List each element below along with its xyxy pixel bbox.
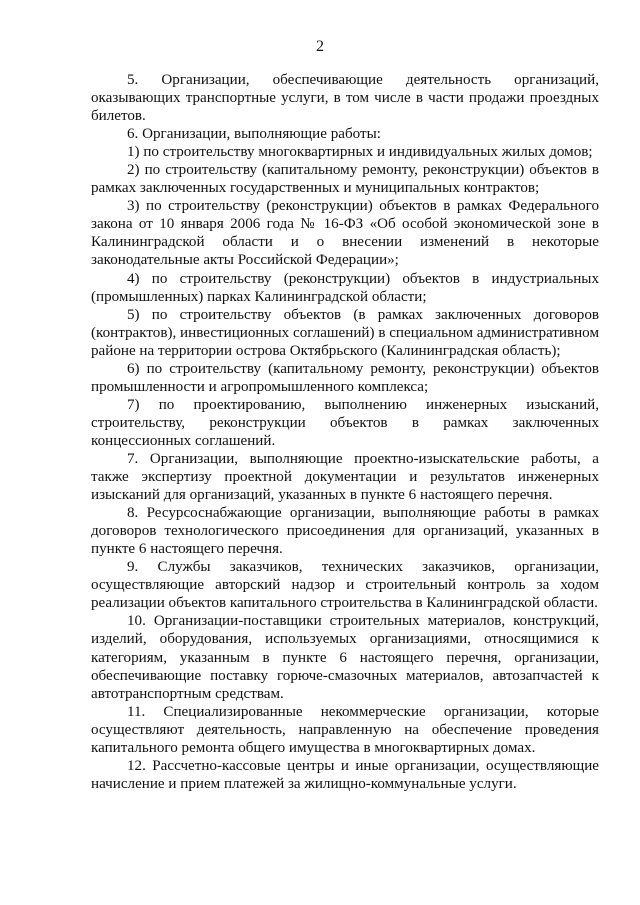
paragraph-item-10: 10. Организации-поставщики строительных материалов, конструкций, изделий, оборудования, используемых организациями, относящимися к категориям, указанным в пункте 6 настоящего перечня, организации, обеспечивающие поставку горюче-смазочных материалов, автозапчастей к автотранспортным средствам. — [91, 613, 599, 702]
paragraph-subitem-6-6: 6) по строительству (капитальному ремонту, реконструкции) объектов промышленности и агропромышленного комплекса; — [91, 360, 599, 395]
paragraph-item-7: 7. Организации, выполняющие проектно-изыскательские работы, а также экспертизу проектной документации и результатов инженерных изысканий для организаций, указанных в пункте 6 настоящего перечня. — [91, 450, 599, 504]
paragraph-item-5: 5. Организации, обеспечивающие деятельность организаций, оказывающих транспортные услуги, в том числе в части продажи проездных билетов. — [91, 72, 599, 125]
paragraph-item-8: 8. Ресурсоснабжающие организации, выполняющие работы в рамках договоров технологического присоединения для организаций, указанных в пункте 6 настоящего перечня. — [91, 505, 599, 558]
paragraph-subitem-6-2: 2) по строительству (капитальному ремонту, реконструкции) объектов в рамках заключенных государственных и муниципальных контрактов; — [91, 162, 599, 197]
document-body — [91, 71, 599, 793]
paragraph-subitem-6-1: 1) по строительству многоквартирных и индивидуальных жилых домов; — [127, 144, 593, 161]
paragraph-subitem-6-4: 4) по строительству (реконструкции) объектов в индустриальных (промышленных) парках Калининградской области; — [91, 270, 599, 305]
paragraph-item-12: 12. Рассчетно-кассовые центры и иные организации, осуществляющие начисление и прием платежей за жилищно-коммунальные услуги. — [91, 757, 599, 792]
paragraph-subitem-6-5: 5) по строительству объектов (в рамках заключенных договоров (контрактов), инвестиционных соглашений) в специальном административном районе на территории острова Октябрьского (Калининградская область); — [91, 306, 599, 359]
paragraph-item-6: 6. Организации, выполняющие работы: — [127, 126, 381, 143]
paragraph-subitem-6-7: 7) по проектированию, выполнению инженерных изысканий, строительству, реконструкции объектов в рамках заключенных концессионных соглашений. — [91, 396, 599, 449]
page-number: 2 — [316, 38, 324, 55]
paragraph-item-11: 11. Специализированные некоммерческие организации, которые осуществляют деятельность, направленную на обеспечение проведения капитального ремонта общего имущества в многоквартирных домах. — [91, 703, 599, 756]
paragraph-subitem-6-3: 3) по строительству (реконструкции) объектов в рамках Федерального закона от 10 января 2006 года № 16-ФЗ «Об особой экономической зоне в Калининградской области и о внесении изменений в некоторые законодательные акты Российской Федерации»; — [91, 198, 599, 269]
paragraph-item-9: 9. Службы заказчиков, технических заказчиков, организации, осуществляющие авторский надзор и строительный контроль за ходом реализации объектов капитального строительства в Калининградской области. — [91, 559, 599, 612]
